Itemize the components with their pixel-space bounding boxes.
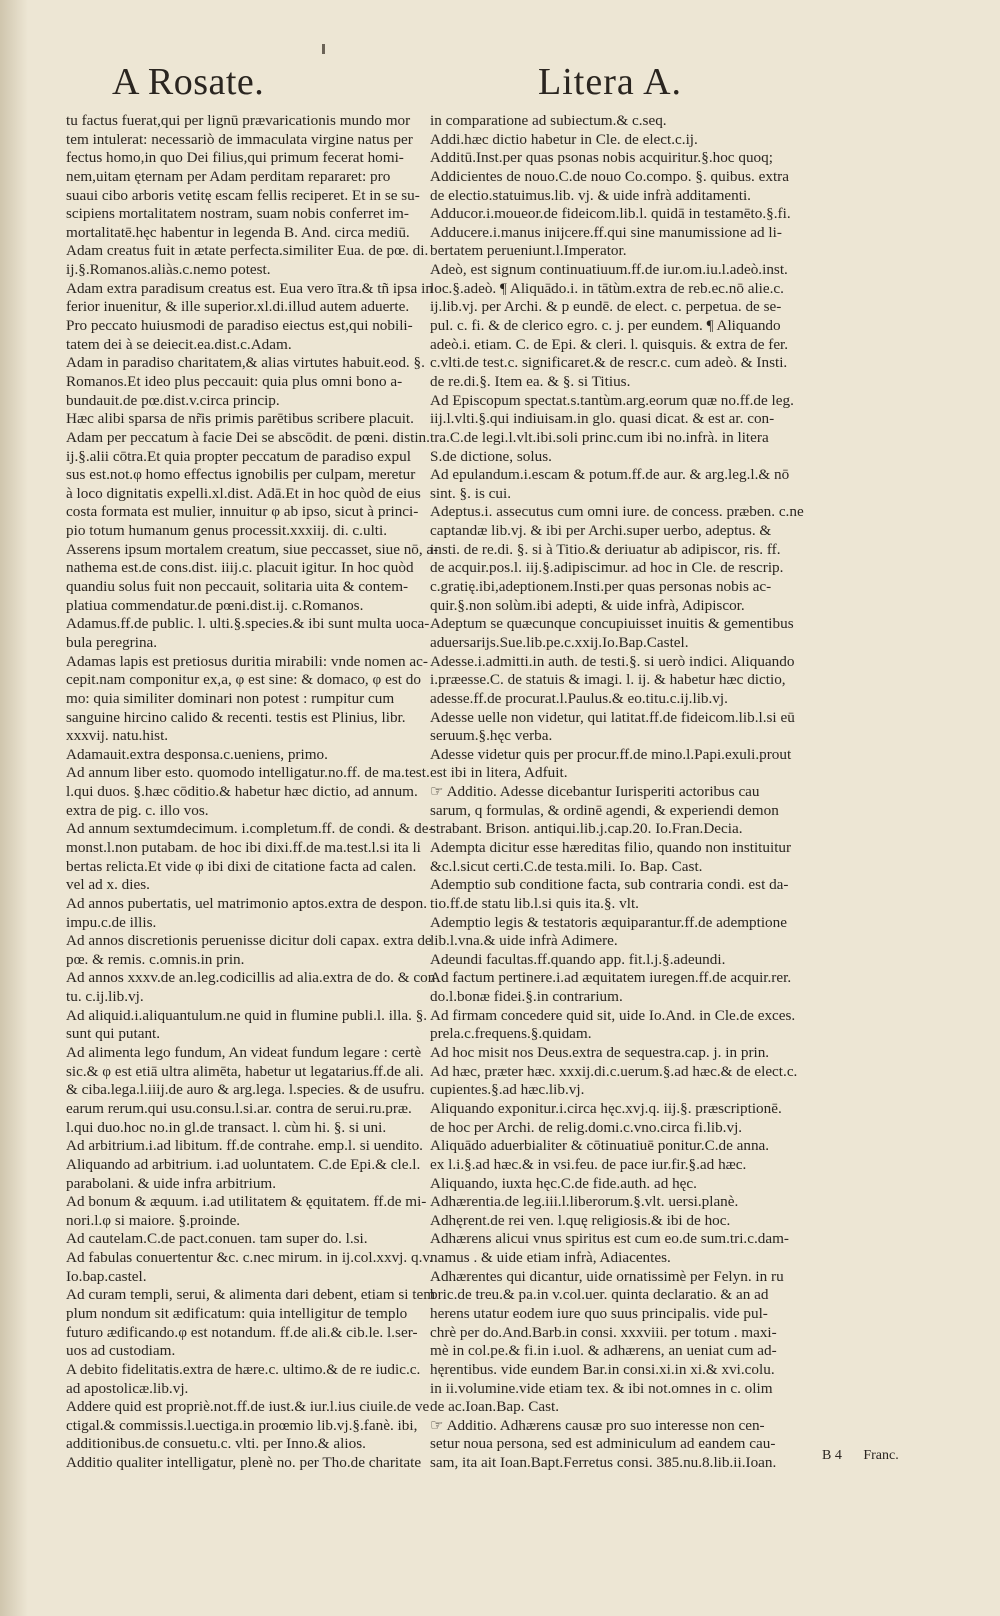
text-line: Adeptum se quæcunque concupiuisset inuitis & gementibus	[430, 615, 794, 633]
text-line: loc.§.adeò. ¶ Aliquādo.i. in tātùm.extra de reb.ec.nō alie.c.	[430, 279, 784, 297]
text-line: c.gratię.ibi,adeptionem.Insti.per quas personas nobis ac-	[430, 578, 772, 596]
left-column	[66, 112, 438, 1473]
text-line: Ad fabulas conuertentur &c. c.nec mirum. in ij.col.xxvj. q.v.	[66, 1249, 433, 1267]
text-line: Adamas lapis est pretiosus duritia mirabili: vnde nomen ac-	[66, 652, 428, 670]
text-line: namus . & uide etiam infrà, Adiacentes.	[430, 1249, 671, 1267]
text-line: Ad epulandum.i.escam & potum.ff.de aur. & arg.leg.l.& nō	[430, 466, 790, 484]
text-line: sic.& φ est etiā ultra alimēta, habetur ut legatarius.ff.de ali.	[66, 1062, 424, 1080]
text-line: Ad alimenta lego fundum, An videat fundum legare : certè	[66, 1044, 422, 1062]
text-line: de ac.Ioan.Bap. Cast.	[430, 1398, 560, 1416]
text-line: sam, ita ait Ioan.Bapt.Ferretus consi. 385.nu.8.lib.ii.Ioan.	[430, 1454, 777, 1472]
text-line: ad apostolicæ.lib.vj.	[66, 1379, 189, 1397]
text-line: Io.bap.castel.	[66, 1267, 147, 1285]
text-line: &c.l.sicut certi.C.de testa.mili. Io. Bap. Cast.	[430, 857, 703, 875]
text-line: ☞ Additio. Adesse dicebantur Iurisperiti actoribus cau	[430, 783, 760, 801]
text-line: Addi.hæc dictio habetur in Cle. de elect.c.ij.	[430, 130, 698, 148]
text-line: tu factus fuerat,qui per lignū prævaricationis mundo mor	[66, 112, 411, 129]
ink-mark	[322, 44, 325, 54]
text-line: Ad bonum & æquum. i.ad utilitatem & ęquitatem. ff.de mi-	[66, 1193, 427, 1211]
text-line: nem,uitam ęternam per Adam perditam repararet: pro	[66, 167, 391, 185]
text-line: suaui cibo arboris vetitę escam fellis reciperet. Et in se su-	[66, 186, 420, 204]
text-line: Ad annos xxxv.de an.leg.codicillis ad alia.extra de do. & con	[66, 969, 436, 987]
text-line: in ii.volumine.vide etiam tex. & ibi not.omnes in c. olim	[430, 1379, 773, 1397]
text-line: mo: quia similiter dominari non potest : rumpitur cum	[66, 689, 395, 707]
text-line: Ad annum liber esto. quomodo intelligatur.no.ff. de ma.test.	[66, 764, 430, 782]
text-line: Adeò, est signum continuatiuum.ff.de iur.om.iu.l.adeò.inst.	[430, 261, 788, 279]
text-line: est ibi in litera, Adfuit.	[430, 764, 568, 782]
running-head	[0, 60, 1000, 116]
text-line: prela.c.frequens.§.quidam.	[430, 1025, 592, 1043]
text-line: Adeundi facultas.ff.quando app. fit.l.j.§.adeundi.	[430, 950, 726, 968]
text-line: Adhærentia.de leg.iii.l.liberorum.§.vlt. uersi.planè.	[430, 1193, 739, 1211]
text-line: tu. c.ij.lib.vj.	[66, 988, 144, 1006]
text-line: insti. de re.di. §. si à Titio.& deriuatur ab adipiscor, ris. ff.	[430, 540, 781, 558]
text-line: Ad annos discretionis peruenisse dicitur doli capax. extra de	[66, 932, 432, 950]
text-line: Adam per peccatum à facie Dei se abscōdit. de pœni. distin.	[66, 428, 430, 446]
text-line: parabolani. & uide infra arbitrium.	[66, 1174, 277, 1192]
text-line: quir.§.non solùm.ibi adepti, & uide infrà, Adipiscor.	[430, 596, 745, 614]
text-line: Ad curam templi, serui, & alimenta dari debent, etiam si tem	[66, 1286, 436, 1304]
text-line: pul. c. fi. & de clerico egro. c. j. per eundem. ¶ Aliquando	[430, 317, 781, 335]
text-line: additionibus.de consuetu.c. vlti. per Inno.& alios.	[66, 1435, 366, 1453]
text-line: Ad Episcopum spectat.s.tantùm.arg.eorum quæ no.ff.de leg.	[430, 391, 794, 409]
text-line: Pro peccato huiusmodi de paradiso eiectus est,qui nobili-	[66, 317, 413, 335]
text-line: futuro ædificando.φ est notandum. ff.de ali.& cib.le. l.ser-	[66, 1323, 418, 1341]
text-line: Aliquando, iuxta hęc.C.de fide.auth. ad hęc.	[430, 1174, 697, 1192]
text-line: pio totum humanum genus processit.xxxiij. di. c.ulti.	[66, 522, 388, 540]
text-line: setur noua persona, sed est adminiculum ad eandem cau-	[430, 1435, 776, 1453]
text-line: bula peregrina.	[66, 633, 158, 651]
text-line: Adhærentes qui dicantur, uide ornatissimè per Felyn. in ru	[430, 1267, 784, 1285]
text-line: Addere quid est propriè.not.ff.de iust.& iur.l.ius ciuile.de ve	[66, 1398, 430, 1416]
text-line: l.qui duos. §.hæc cōditio.& habetur hæc dictio, ad annum.	[66, 783, 418, 801]
text-line: nori.l.φ si maiore. §.proinde.	[66, 1211, 241, 1229]
text-line: Ad cautelam.C.de pact.conuen. tam super do. l.si.	[66, 1230, 368, 1248]
text-line: lib.l.vna.& uide infrà Adimere.	[430, 932, 618, 950]
text-line: S.de dictione, solus.	[430, 447, 552, 465]
text-line: hęrentibus. vide eundem Bar.in consi.xi.in xi.& xvi.colu.	[430, 1360, 775, 1378]
text-line: Ad factum pertinere.i.ad æquitatem iuregen.ff.de acquir.rer.	[430, 969, 792, 987]
text-line: Ad aliquid.i.aliquantulum.ne quid in flumine publi.l. illa. §.	[66, 1006, 428, 1024]
text-line: costa formata est mulier, innuitur φ ab ipso, sicut à princi-	[66, 503, 419, 521]
text-line: bertatem perueniunt.l.Imperator.	[430, 242, 627, 260]
text-line: seruum.§.hęc verba.	[430, 727, 553, 745]
text-line: in comparatione ad subiectum.& c.seq.	[430, 112, 667, 129]
text-line: Aliquando ad arbitrium. i.ad uoluntatem. C.de Epi.& cle.l.	[66, 1155, 421, 1173]
text-line: monst.l.non putabam. de hoc ibi dixi.ff.de ma.test.l.si ita li	[66, 838, 421, 856]
text-line: bundauit.de pœ.dist.v.circa princip.	[66, 391, 280, 409]
text-line: Adam extra paradisum creatus est. Eua vero ītra.& tñ ipsa in	[66, 279, 433, 297]
text-line: xxxvij. natu.hist.	[66, 727, 169, 745]
text-line: sus est.not.φ homo effectus ignobilis per culpam, meretur	[66, 466, 416, 484]
text-line: ferior inuenitur, & ille superior.xl.di.illud autem aduerte.	[66, 298, 410, 316]
text-line: uos ad custodiam.	[66, 1342, 176, 1360]
text-line: mortalitatē.hęc habentur in legenda B. And. circa mediū.	[66, 223, 410, 241]
text-line: ij.§.alii cōtra.Et quia propter peccatum de paradiso expul	[66, 447, 411, 465]
text-line: captandæ lib.vj. & ibi per Archi.super uerbo, adeptus. &	[430, 522, 772, 540]
right-column	[430, 112, 900, 1473]
text-line: c.vlti.de test.c. significaret.& de rescr.c. cum adeò. & Insti.	[430, 354, 788, 372]
text-line: Adducere.i.manus inijcere.ff.qui sine manumissione ad li-	[430, 223, 782, 241]
text-line: cupientes.§.ad hæc.lib.vj.	[430, 1081, 585, 1099]
text-line: tatem dei à se deiecit.ea.dist.c.Adam.	[66, 335, 292, 353]
text-line: bric.de treu.& pa.in v.col.uer. quinta declaratio. & an ad	[430, 1286, 769, 1304]
text-line: cepit.nam componitur ex,a, φ est sine: & domaco, φ est do	[66, 671, 421, 689]
text-line: Adeptus.i. assecutus cum omni iure. de concess. præben. c.ne	[430, 503, 804, 521]
text-line: earum rerum.qui usu.consu.l.si.ar. contra de serui.ru.præ.	[66, 1099, 412, 1117]
text-line: l.qui duo.hoc no.in gl.de transact. l. cùm hi. §. si uni.	[66, 1118, 387, 1136]
text-line: Addicientes de nouo.C.de nouo Co.compo. §. quibus. extra	[430, 167, 789, 185]
text-line: Ad annos pubertatis, uel matrimonio aptos.extra de despon.	[66, 894, 428, 912]
text-line: platiua commendatur.de pœni.dist.ij. c.Romanos.	[66, 596, 364, 614]
page-footer	[822, 1448, 899, 1464]
text-line: sarum, q formulas, & ordinē agendi, & experiendi demon	[430, 801, 779, 819]
text-line: Ad hoc misit nos Deus.extra de sequestra.cap. j. in prin.	[430, 1044, 770, 1062]
text-line: Hæc alibi sparsa de nr̃is primis parētibus scribere placuit.	[66, 410, 414, 428]
text-line: impu.c.de illis.	[66, 913, 157, 931]
text-line: Adam creatus fuit in ætate perfecta.similiter Eua. de pœ. di.	[66, 242, 429, 260]
text-line: chrè per do.And.Barb.in consi. xxxviii. per totum . maxi-	[430, 1323, 777, 1341]
running-head-left: A Rosate.	[112, 61, 265, 103]
text-line: Ademptio legis & testatoris æquiparantur.ff.de ademptione	[430, 913, 787, 931]
text-line: Adducor.i.moueor.de fideicom.lib.l. quidā in testamēto.§.fi.	[430, 205, 791, 223]
text-line: Asserens ipsum mortalem creatum, siue peccasset, siue nō, a-	[66, 540, 438, 558]
text-line: Ad arbitrium.i.ad libitum. ff.de contrahe. emp.l. si uendito.	[66, 1137, 423, 1155]
text-line: sint. §. is cui.	[430, 484, 512, 502]
text-line: de re.di.§. Item ea. & §. si Titius.	[430, 372, 631, 390]
text-line: ☞ Additio. Adhærens causæ pro suo interesse non cen-	[430, 1416, 765, 1434]
text-line: A debito fidelitatis.extra de hære.c. ultimo.& de re iudic.c.	[66, 1360, 421, 1378]
text-line: bertas relicta.Et vide φ ibi dixi de citatione facta ad calen.	[66, 857, 417, 875]
text-line: scipiens mortalitatem nostram, suam nobis conferret im-	[66, 205, 409, 223]
text-line: sanguine hircino calido & recenti. testis est Plinius, libr.	[66, 708, 406, 726]
text-line: pœ. & remis. c.omnis.in prin.	[66, 950, 245, 968]
text-line: Adam in paradiso charitatem,& alias virtutes habuit.eod. §.	[66, 354, 425, 372]
signature-mark: B 4	[822, 1448, 842, 1463]
text-line: herens utatur eodem iure quo suus principalis. vide pul-	[430, 1305, 768, 1322]
text-line: de acquir.pos.l. iij.§.adipiscimur. ad hoc in Cle. de rescrip.	[430, 559, 784, 577]
text-line: mè in col.pe.& fi.in i.uol. & adhærens, an ueniat cum ad-	[430, 1342, 777, 1360]
text-line: Adesse.i.admitti.in auth. de testi.§. si uerò indici. Aliquando	[430, 652, 795, 670]
text-line: Adesse videtur quis per procur.ff.de mino.l.Papi.exuli.prout	[430, 745, 792, 763]
text-line: sunt qui putant.	[66, 1025, 161, 1043]
text-line: Aliquādo aduerbialiter & cōtinuatiuē ponitur.C.de anna.	[430, 1137, 770, 1155]
text-line: & ciba.lega.l.iiij.de auro & arg.lega. l.species. & de usufru.	[66, 1081, 425, 1099]
text-line: Ad hæc, præter hæc. xxxij.di.c.uerum.§.ad hæc.& de elect.c.	[430, 1062, 798, 1080]
text-line: ex l.i.§.ad hæc.& in vsi.feu. de pace iur.fir.§.ad hæc.	[430, 1155, 747, 1173]
text-line: quandiu solus fuit non peccauit, solitaria uita & contem-	[66, 578, 409, 596]
text-line: de hoc per Archi. de relig.domi.c.vno.circa fi.lib.vj.	[430, 1118, 743, 1136]
text-line: i.præesse.C. de statuis & imagi. l. ij. & habetur hæc dictio,	[430, 671, 786, 689]
text-line: tra.C.de legi.l.vlt.ibi.soli princ.cum ibi no.infrà. in litera	[430, 428, 769, 446]
text-line: Adesse uelle non videtur, qui latitat.ff.de fideicom.lib.l.si eū	[430, 708, 795, 726]
text-line: vel ad x. dies.	[66, 876, 150, 894]
text-line: ij.lib.vj. per Archi. & p eundē. de elect. c. perpetua. de se-	[430, 298, 782, 316]
text-line: ctigal.& commissis.l.uectiga.in proœmio lib.vj.§.fanè. ibi,	[66, 1416, 418, 1434]
text-line: plum nondum sit ædificatum: quia intelligitur de templo	[66, 1305, 408, 1322]
text-line: Adamus.ff.de public. l. ulti.§.species.& ibi sunt multa uoca-	[66, 615, 430, 633]
text-line: Additū.Inst.per quas psonas nobis acquiritur.§.hoc quoq;	[430, 149, 773, 167]
text-line: ij.§.Romanos.aliàs.c.nemo potest.	[66, 261, 271, 279]
text-line: Adhęrent.de rei ven. l.quę religiosis.& ibi de hoc.	[430, 1211, 731, 1229]
text-line: extra de pig. c. illo vos.	[66, 801, 209, 819]
text-line: Adempta dicitur esse hæreditas filio, quando non instituitur	[430, 838, 792, 856]
text-line: Romanos.Et ideo plus peccauit: quia plus omni bono a-	[66, 372, 403, 390]
page-gutter-shadow	[0, 0, 28, 1616]
text-line: Adamauit.extra desponsa.c.ueniens, primo.	[66, 745, 328, 763]
text-line: nathema est.de cons.dist. iiij.c. placuit igitur. In hoc quòd	[66, 559, 414, 577]
catchword: Franc.	[863, 1448, 899, 1463]
text-line: Aliquando exponitur.i.circa hęc.xvj.q. iij.§. præscriptionē.	[430, 1099, 782, 1117]
text-line: de electio.statuimus.lib. vj. & uide infrà additamenti.	[430, 186, 751, 204]
text-line: Ad annum sextumdecimum. i.completum.ff. de condi. & de-	[66, 820, 434, 838]
text-line: à loco dignitatis expelli.xl.dist. Adā.Et in hoc quòd de eius	[66, 484, 421, 502]
text-line: tio.ff.de statu lib.l.si quis ita.§. vlt.	[430, 894, 639, 912]
text-line: do.l.bonæ fidei.§.in contrarium.	[430, 988, 623, 1006]
text-line: adesse.ff.de procurat.l.Paulus.& eo.titu.c.ij.lib.vj.	[430, 689, 728, 707]
text-line: aduersarijs.Sue.lib.pe.c.xxij.Io.Bap.Castel.	[430, 633, 689, 651]
text-line: tem intulerat: necessariò de immaculata virgine natus per	[66, 130, 413, 148]
text-line: fectus homo,in quo Dei filius,qui primum fecerat homi-	[66, 149, 404, 167]
text-line: Adhærens alicui vnus spiritus est cum eo.de sum.tri.c.dam-	[430, 1230, 789, 1248]
text-line: strabant. Brison. antiqui.lib.j.cap.20. Io.Fran.Decia.	[430, 820, 743, 838]
text-line: iij.l.vlti.§.qui indiuisam.in glo. quasi dicat. & est ar. con-	[430, 410, 775, 428]
running-head-right: Litera A.	[538, 61, 683, 103]
text-line: Ad firmam concedere quid sit, uide Io.And. in Cle.de exces.	[430, 1006, 796, 1024]
text-line: Additio qualiter intelligatur, plenè no. per Tho.de charitate	[66, 1454, 422, 1472]
text-line: Ademptio sub conditione facta, sub contraria condi. est da-	[430, 876, 789, 894]
text-line: adeò.i. etiam. C. de Epi. & cleri. l. quisquis. & extra de fer.	[430, 335, 789, 353]
